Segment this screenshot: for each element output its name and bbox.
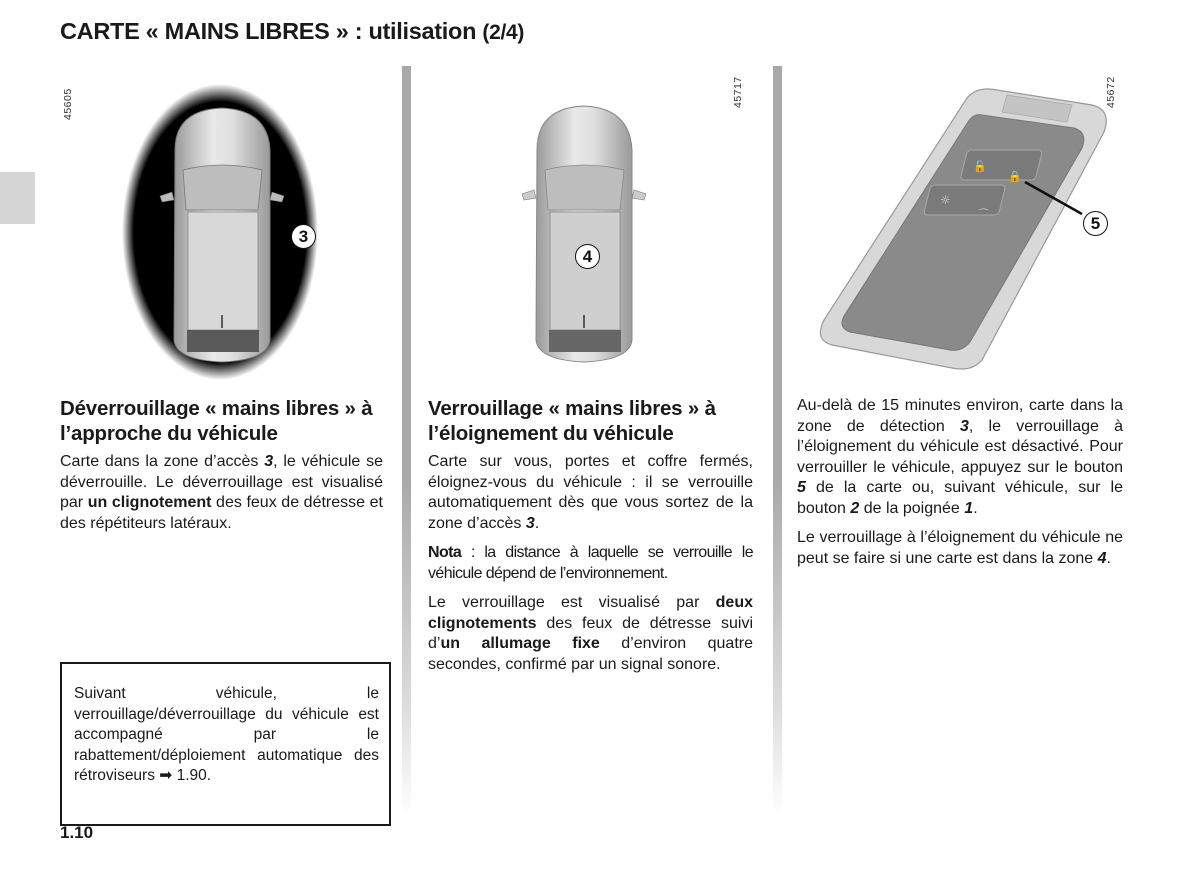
figure-cabin-zone	[412, 60, 772, 390]
callout-5: 5	[1083, 211, 1108, 236]
figure-ref: 45605	[62, 88, 74, 120]
section-heading-unlock: Déverrouillage « mains libres » à l’approche du véhicule	[60, 397, 373, 445]
unlock-icon: 🔓	[973, 160, 987, 173]
trunk-car-icon: ⌒	[978, 208, 989, 221]
lock-icon: 🔒	[1008, 170, 1022, 183]
mirror-note-text: Suivant véhicule, le verrouillage/déverrouillage du véhicule est accompagné par le rabattement/déploiement automatique des rétroviseurs ➡ 1.90.	[74, 685, 379, 784]
figure-ref: 45717	[732, 76, 744, 108]
column-lock-timeout	[797, 396, 1123, 578]
lock-paragraph-2: Le verrouillage est visualisé par deux clignotements des feux de détresse suivi d’un allumage fixe d’environ quatre secondes, confirmé par un signal sonore.	[428, 594, 753, 673]
column-lock-walkaway	[428, 396, 753, 684]
zone4-paragraph: Le verrouillage à l’éloignement du véhicule ne peut se faire si une carte est dans la zone 4.	[797, 529, 1123, 567]
section-heading-lock: Verrouillage « mains libres » à l’éloignement du véhicule	[428, 397, 716, 445]
page-title-part: (2/4)	[482, 21, 525, 44]
callout-4: 4	[575, 244, 600, 269]
page-number: 1.10	[60, 823, 94, 842]
car-cabin-illustration	[412, 60, 772, 390]
column-divider-2	[773, 66, 782, 816]
unlock-paragraph: Carte dans la zone d’accès 3, le véhicule se déverrouille. Le déverrouillage est visualisé par un clignotement des feux de détresse et des répétiteurs latéraux.	[60, 453, 383, 532]
car-top-view	[522, 106, 646, 362]
mirror-note-box	[60, 662, 391, 826]
car-in-zone-illustration	[40, 60, 400, 390]
column-divider-1	[402, 66, 411, 816]
figure-ref: 45672	[1105, 76, 1117, 108]
page-ref-arrow-icon: ➡	[159, 767, 173, 784]
key-card-illustration	[782, 60, 1177, 390]
figure-key-card	[782, 60, 1177, 390]
car-top-view	[160, 108, 284, 362]
page-title-main: CARTE « MAINS LIBRES » : utilisation	[60, 18, 477, 44]
light-icon: ☼	[940, 193, 951, 207]
lock-paragraph-1: Carte sur vous, portes et coffre fermés, éloignez-vous du véhicule : il se verrouille automatiquement dès que vous sortez de la zone d’accès 3.	[428, 453, 753, 532]
column-unlock-approach	[60, 396, 383, 543]
page-ref-link[interactable]: 1.90.	[172, 767, 212, 784]
lock-note-paragraph: Nota : la distance à laquelle se verrouille le véhicule dépend de l’environnement.	[428, 544, 753, 582]
page-title	[60, 18, 524, 45]
key-card	[820, 89, 1106, 369]
callout-3: 3	[291, 224, 316, 249]
figure-access-zone	[40, 60, 400, 390]
timeout-paragraph: Au-delà de 15 minutes environ, carte dans la zone de détection 3, le verrouillage à l’éloignement du véhicule est désactivé. Pour verrouiller le véhicule, appuyez sur le bouton 5 de la carte ou, suivant véhicule, sur le bouton 2 de la poignée 1.	[797, 397, 1124, 517]
chapter-tab	[0, 172, 35, 224]
